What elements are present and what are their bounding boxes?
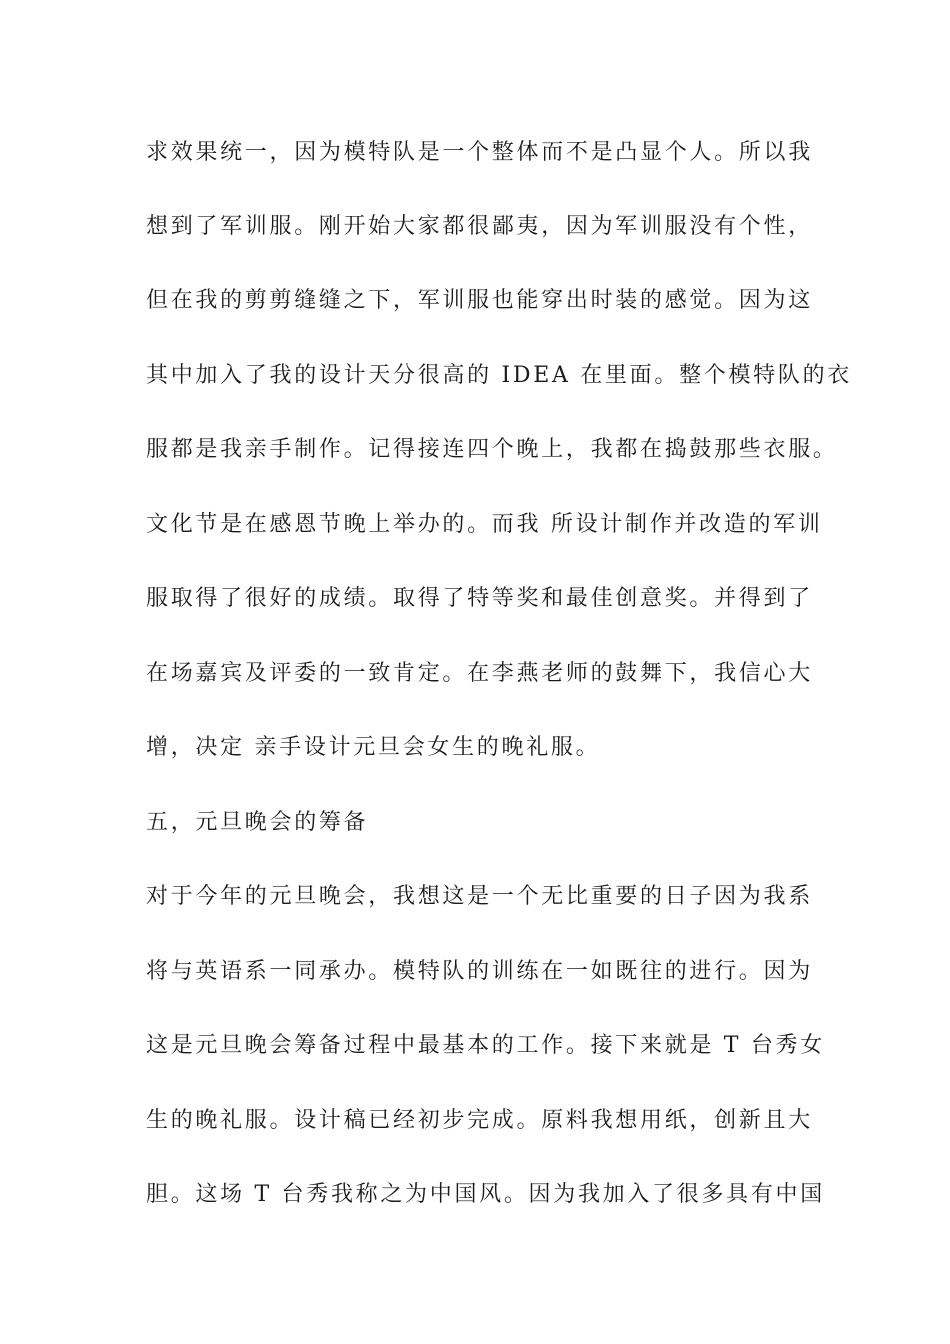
section-heading: 五，元旦晚会的筹备 — [146, 810, 369, 835]
text-line: 对于今年的元旦晚会，我想这是一个无比重要的日子因为我系 — [146, 884, 813, 909]
text-line: 服都是我亲手制作。记得接连四个晚上，我都在捣鼓那些衣服。 — [146, 437, 838, 462]
text-line: 求效果统一，因为模特队是一个整体而不是凸显个人。所以我 — [146, 140, 813, 165]
text-line: 服取得了很好的成绩。取得了特等奖和最佳创意奖。并得到了 — [146, 586, 813, 611]
text-line: 想到了军训服。刚开始大家都很鄙夷，因为军训服没有个性， — [146, 214, 813, 239]
text-line: 增，决定 亲手设计元旦会女生的晚礼服。 — [146, 735, 601, 760]
text-line: 将与英语系一同承办。模特队的训练在一如既往的进行。因为 — [146, 959, 813, 984]
text-line: 文化节是在感恩节晚上举办的。而我 所设计制作并改造的军训 — [146, 512, 823, 537]
text-line: 但在我的剪剪缝缝之下，军训服也能穿出时装的感觉。因为这 — [146, 288, 813, 313]
text-line: 在场嘉宾及评委的一致肯定。在李燕老师的鼓舞下，我信心大 — [146, 661, 813, 686]
text-line: 胆。这场 T 台秀我称之为中国风。因为我加入了很多具有中国 — [146, 1182, 825, 1207]
text-line: 其中加入了我的设计天分很高的 IDEA 在里面。整个模特队的衣 — [146, 363, 852, 388]
text-line: 生的晚礼服。设计稿已经初步完成。原料我想用纸，创新且大 — [146, 1108, 813, 1133]
text-line: 这是元旦晚会筹备过程中最基本的工作。接下来就是 T 台秀女 — [146, 1033, 825, 1058]
